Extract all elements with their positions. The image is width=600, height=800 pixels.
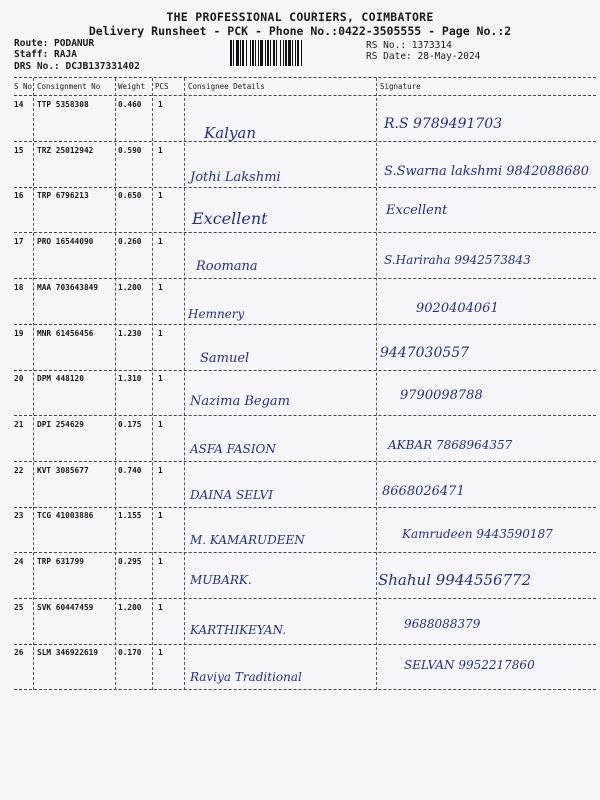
row-consignee-handwriting: DAINA SELVI [190, 487, 273, 502]
row-consignment-no: PRO 16544090 [37, 237, 94, 247]
row-signature-handwriting: S.Hariraha 9942573843 [384, 253, 531, 268]
row-consignment-no: TTP 5358308 [37, 100, 89, 109]
row-pcs: 1 [158, 328, 163, 338]
row-weight: 1.310 [118, 374, 142, 384]
row-signature-handwriting: 9790098788 [400, 388, 483, 404]
row-pcs: 1 [158, 602, 163, 612]
row-signature-handwriting: Shahul 9944556772 [378, 571, 532, 589]
row-pcs: 1 [158, 191, 163, 201]
row-consignee-handwriting: Samuel [200, 350, 250, 366]
row-pcs: 1 [158, 511, 163, 521]
row-consignment-no: KVT 3085677 [37, 465, 89, 475]
row-sno: 17 [14, 237, 24, 247]
row-pcs: 1 [158, 648, 163, 658]
drs-number: DRS No.: DCJB137331402 [14, 61, 140, 72]
table-row [0, 370, 600, 416]
row-consignment-no: MAA 703643849 [37, 282, 99, 292]
table-row [0, 644, 600, 690]
col-header-consignee: Consignee Details [188, 82, 265, 91]
runsheet-title: Delivery Runsheet - PCK - Phone No.:0422-3505555 - Page No.:2 [88, 24, 512, 38]
row-pcs: 1 [158, 237, 163, 247]
row-signature-handwriting: S.Swarna lakshmi 9842088680 [384, 163, 589, 179]
row-weight: 1.155 [118, 511, 142, 521]
row-consignment-no: TRP 6796213 [37, 191, 89, 201]
barcode-bar [302, 40, 303, 66]
row-consignment-no: TCG 41003886 [37, 511, 94, 521]
table-row [0, 96, 600, 142]
col-header-pcs: PCS [155, 82, 169, 91]
row-consignment-no: DPM 448120 [37, 374, 84, 384]
rs-date: RS Date: 28-May-2024 [366, 51, 481, 62]
table-row [0, 187, 600, 233]
table-row [0, 553, 600, 599]
row-consignee-handwriting: Hemnery [188, 306, 245, 321]
col-header-signature: Signature [380, 82, 421, 91]
row-pcs: 1 [158, 282, 163, 292]
row-weight: 1.230 [118, 328, 142, 338]
col-header-sno: S No [14, 82, 33, 91]
table-row [0, 142, 600, 188]
row-sno: 14 [14, 100, 24, 109]
row-weight: 1.200 [118, 282, 142, 292]
row-pcs: 1 [158, 374, 163, 384]
row-sno: 26 [14, 648, 24, 658]
row-consignee-handwriting: KARTHIKEYAN. [190, 622, 287, 637]
row-weight: 1.200 [118, 602, 142, 612]
row-consignee-handwriting: ASFA FASION [190, 441, 276, 456]
row-sno: 24 [14, 557, 24, 566]
row-consignment-no: MNR 61456456 [37, 328, 94, 338]
table-row [0, 279, 600, 325]
staff-label: Staff: RAJA [14, 49, 77, 60]
row-consignment-no: TRP 631799 [37, 557, 84, 566]
row-sno: 16 [14, 191, 24, 201]
row-consignment-no: SVK 60447459 [37, 602, 94, 612]
row-sno: 21 [14, 419, 24, 429]
row-consignee-handwriting: Jothi Lakshmi [190, 169, 281, 185]
row-signature-handwriting: R.S 9789491703 [384, 116, 503, 132]
row-signature-handwriting: 9020404061 [416, 300, 499, 316]
row-consignment-no: TRZ 25012942 [37, 145, 94, 155]
row-weight: 0.460 [118, 100, 142, 109]
row-weight: 0.650 [118, 191, 142, 201]
row-signature-handwriting: SELVAN 9952217860 [404, 658, 535, 673]
barcode-image [230, 40, 358, 66]
row-consignment-no: DPI 254629 [37, 419, 84, 429]
row-signature-handwriting: 8668026471 [382, 483, 465, 499]
col-header-weight: Weight [118, 82, 146, 91]
row-pcs: 1 [158, 145, 163, 155]
row-pcs: 1 [158, 100, 163, 109]
row-consignee-handwriting: Excellent [192, 209, 268, 229]
row-consignee-handwriting: Roomana [196, 259, 258, 275]
row-weight: 0.590 [118, 145, 142, 155]
table-row [0, 416, 600, 462]
row-divider [14, 689, 596, 690]
table-row [0, 507, 600, 553]
row-sno: 23 [14, 511, 24, 521]
row-consignee-handwriting: M. KAMARUDEEN [190, 533, 305, 548]
row-pcs: 1 [158, 419, 163, 429]
table-row [0, 233, 600, 279]
row-sno: 22 [14, 465, 24, 475]
header-top-divider [14, 77, 596, 78]
row-signature-handwriting: Excellent [386, 203, 448, 219]
row-consignee-handwriting: MUBARK. [190, 573, 252, 587]
row-weight: 0.260 [118, 237, 142, 247]
row-sno: 19 [14, 328, 24, 338]
row-signature-handwriting: AKBAR 7868964357 [388, 437, 513, 452]
row-pcs: 1 [158, 557, 163, 566]
row-signature-handwriting: 9688088379 [404, 616, 481, 631]
row-weight: 0.170 [118, 648, 142, 658]
row-pcs: 1 [158, 465, 163, 475]
rs-number: RS No.: 1373314 [366, 40, 452, 51]
row-weight: 0.175 [118, 419, 142, 429]
company-name: THE PROFESSIONAL COURIERS, COIMBATORE [166, 10, 434, 24]
row-weight: 0.740 [118, 465, 142, 475]
row-consignee-handwriting: Nazima Begam [190, 394, 290, 410]
row-signature-handwriting: 9447030557 [380, 344, 470, 361]
row-sno: 20 [14, 374, 24, 384]
row-sno: 18 [14, 282, 24, 292]
table-row [0, 599, 600, 645]
route-label: Route: PODANUR [14, 38, 95, 49]
row-sno: 25 [14, 602, 24, 612]
row-consignee-handwriting: Kalyan [204, 124, 257, 142]
row-signature-handwriting: Kamrudeen 9443590187 [402, 527, 553, 542]
table-row [0, 325, 600, 371]
col-header-consignment: Consignment No [37, 82, 101, 91]
row-weight: 0.295 [118, 557, 142, 566]
table-row [0, 462, 600, 508]
row-consignee-handwriting: Raviya Traditional [190, 670, 302, 685]
row-sno: 15 [14, 145, 24, 155]
row-consignment-no: SLM 346922619 [37, 648, 99, 658]
